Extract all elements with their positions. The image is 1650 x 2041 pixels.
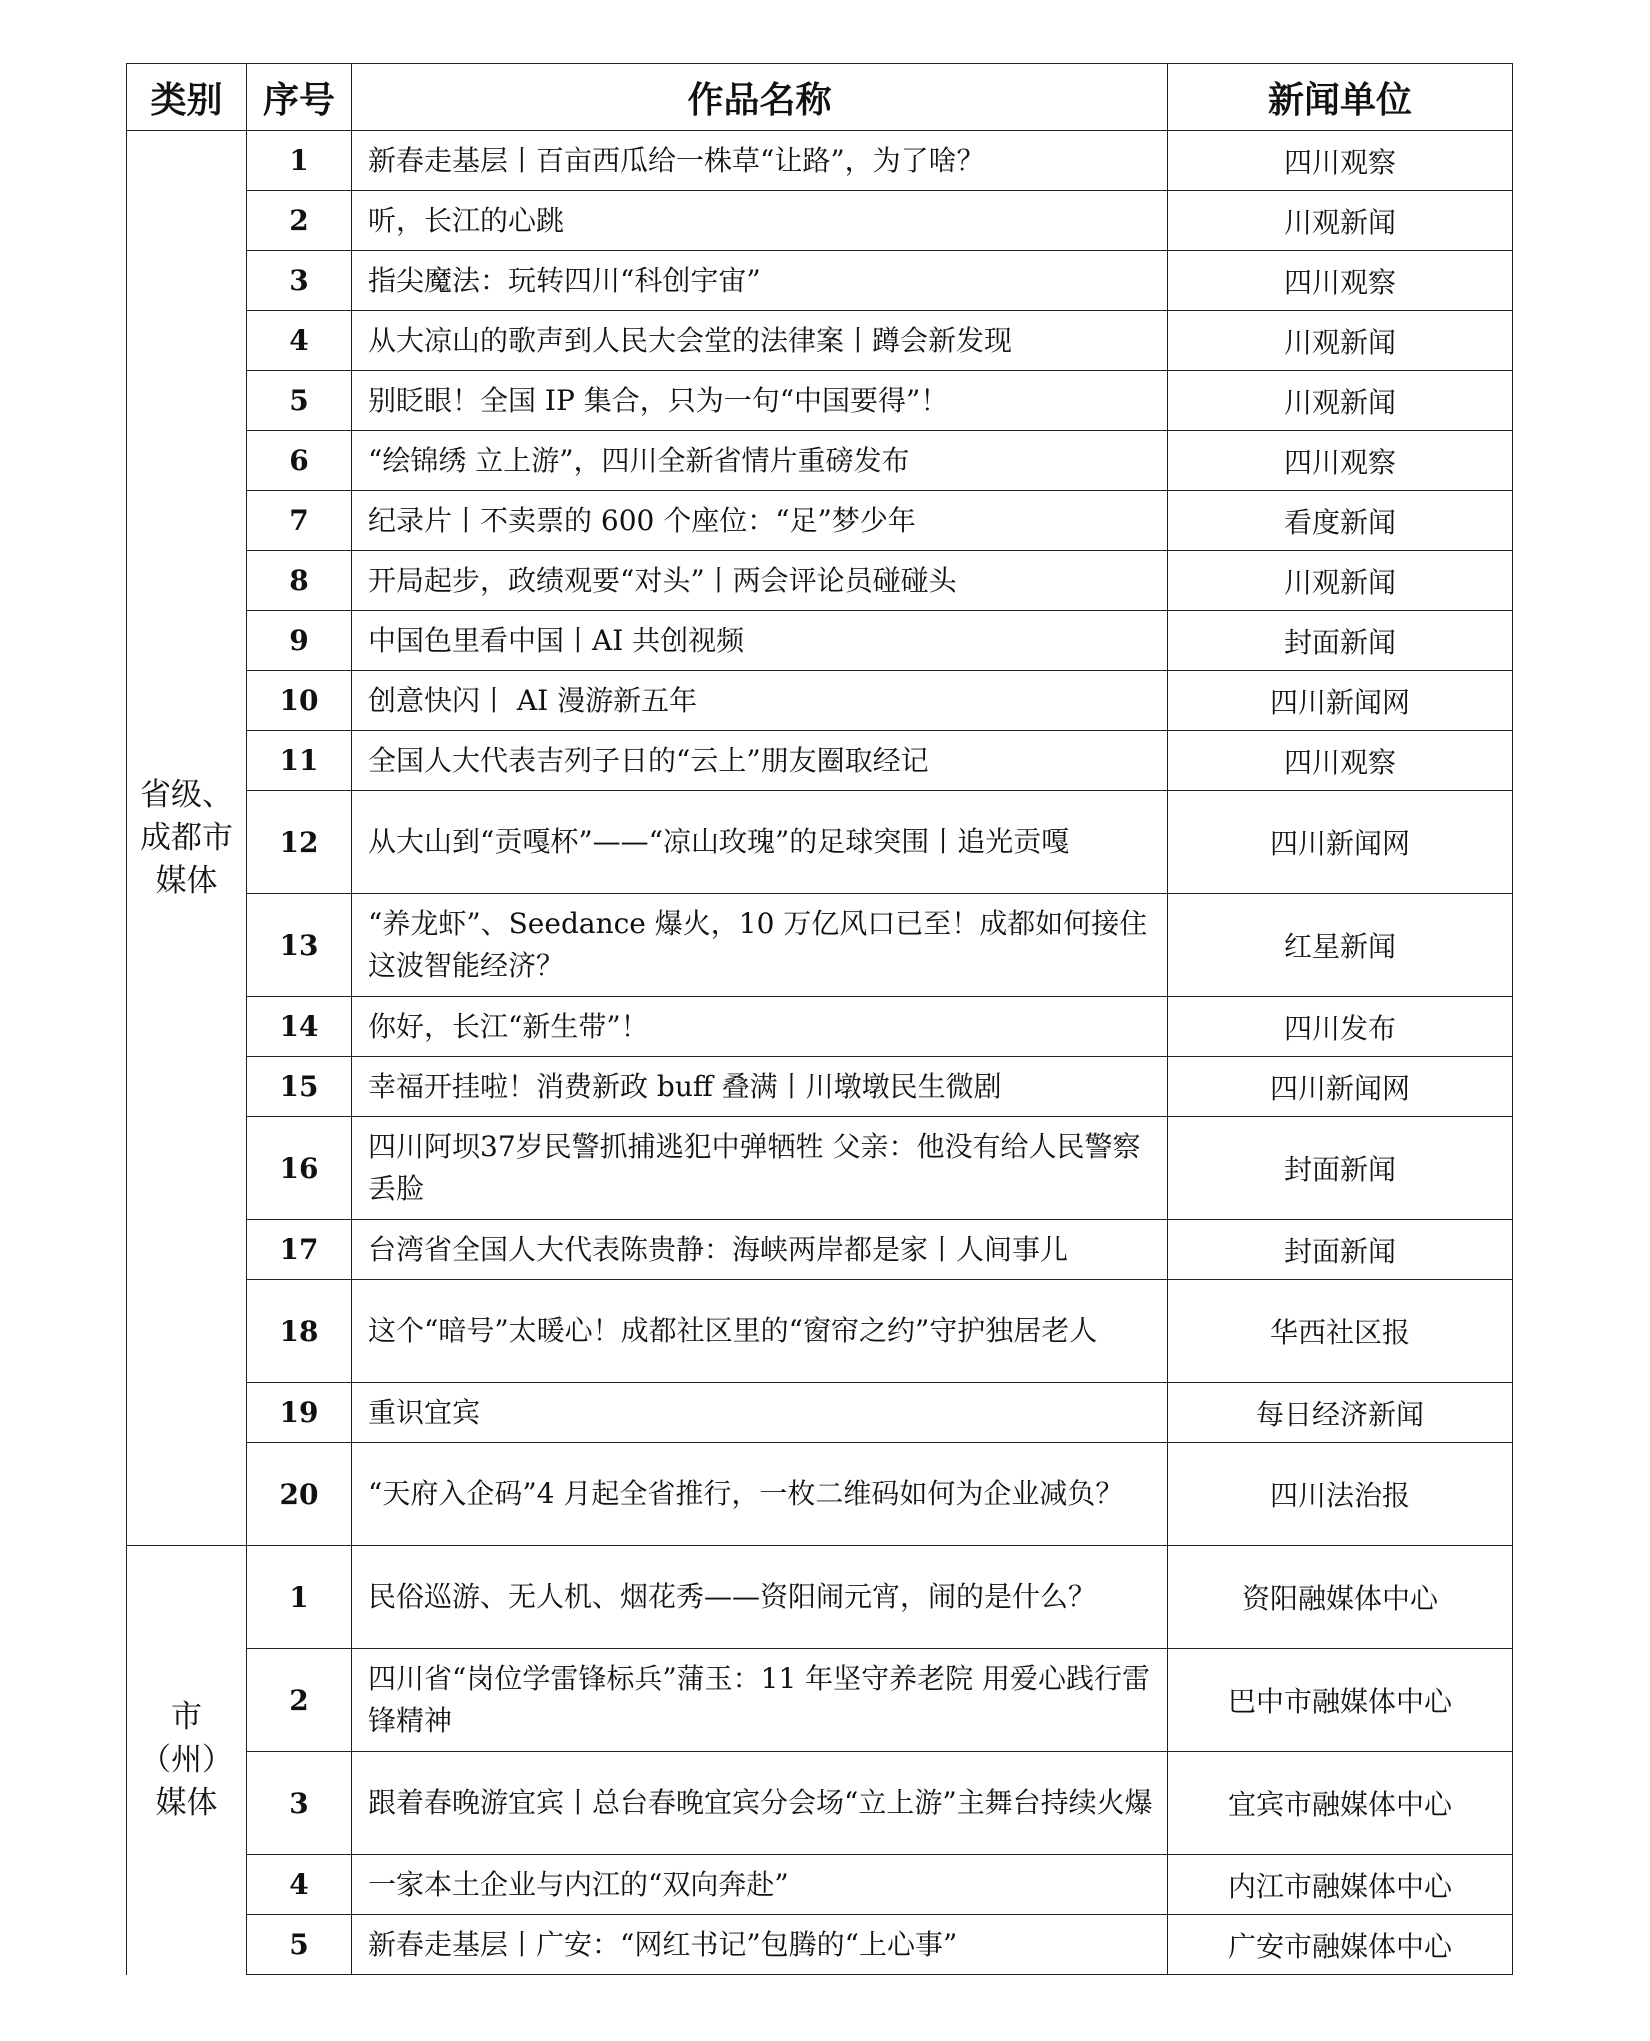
row-unit: 川观新闻 xyxy=(1168,311,1513,371)
works-table xyxy=(126,63,1513,1975)
row-unit: 川观新闻 xyxy=(1168,191,1513,251)
row-title: 一家本土企业与内江的“双向奔赴” xyxy=(352,1855,1168,1915)
table-row xyxy=(127,1383,1513,1443)
table-row xyxy=(127,791,1513,894)
table-row xyxy=(127,1057,1513,1117)
table-row xyxy=(127,1752,1513,1855)
table-row xyxy=(127,491,1513,551)
row-title: 幸福开挂啦！消费新政 buff 叠满丨川墩墩民生微剧 xyxy=(352,1057,1168,1117)
row-unit: 川观新闻 xyxy=(1168,551,1513,611)
row-title: “绘锦绣 立上游”，四川全新省情片重磅发布 xyxy=(352,431,1168,491)
row-unit: 封面新闻 xyxy=(1168,1117,1513,1220)
table-row xyxy=(127,1117,1513,1220)
row-index: 6 xyxy=(247,431,352,491)
header-index: 序号 xyxy=(247,64,352,131)
table-row xyxy=(127,371,1513,431)
row-index: 2 xyxy=(247,1649,352,1752)
row-title: 创意快闪丨 AI 漫游新五年 xyxy=(352,671,1168,731)
table-row xyxy=(127,1443,1513,1546)
table-row xyxy=(127,1546,1513,1649)
row-unit: 内江市融媒体中心 xyxy=(1168,1855,1513,1915)
row-title: 全国人大代表吉列子日的“云上”朋友圈取经记 xyxy=(352,731,1168,791)
row-index: 8 xyxy=(247,551,352,611)
row-index: 4 xyxy=(247,311,352,371)
row-title: 指尖魔法：玩转四川“科创宇宙” xyxy=(352,251,1168,311)
row-unit: 华西社区报 xyxy=(1168,1280,1513,1383)
table-row xyxy=(127,191,1513,251)
row-title: 中国色里看中国丨AI 共创视频 xyxy=(352,611,1168,671)
row-index: 7 xyxy=(247,491,352,551)
row-title: 四川阿坝37岁民警抓捕逃犯中弹牺牲 父亲：他没有给人民警察丢脸 xyxy=(352,1117,1168,1220)
row-index: 17 xyxy=(247,1220,352,1280)
row-title: 四川省“岗位学雷锋标兵”蒲玉：11 年坚守养老院 用爱心践行雷锋精神 xyxy=(352,1649,1168,1752)
row-unit: 四川新闻网 xyxy=(1168,791,1513,894)
row-title: 新春走基层丨百亩西瓜给一株草“让路”，为了啥？ xyxy=(352,131,1168,191)
row-title: 民俗巡游、无人机、烟花秀——资阳闹元宵，闹的是什么？ xyxy=(352,1546,1168,1649)
row-index: 16 xyxy=(247,1117,352,1220)
row-title: 开局起步，政绩观要“对头”丨两会评论员碰碰头 xyxy=(352,551,1168,611)
row-title: 台湾省全国人大代表陈贵静：海峡两岸都是家丨人间事儿 xyxy=(352,1220,1168,1280)
row-title: 你好，长江“新生带”！ xyxy=(352,997,1168,1057)
table-row xyxy=(127,671,1513,731)
row-title: 这个“暗号”太暖心！成都社区里的“窗帘之约”守护独居老人 xyxy=(352,1280,1168,1383)
row-unit: 四川观察 xyxy=(1168,131,1513,191)
row-index: 1 xyxy=(247,131,352,191)
row-unit: 四川观察 xyxy=(1168,251,1513,311)
row-unit: 四川发布 xyxy=(1168,997,1513,1057)
table-row xyxy=(127,997,1513,1057)
row-unit: 资阳融媒体中心 xyxy=(1168,1546,1513,1649)
row-title: “天府入企码”4 月起全省推行，一枚二维码如何为企业减负？ xyxy=(352,1443,1168,1546)
row-index: 11 xyxy=(247,731,352,791)
row-index: 9 xyxy=(247,611,352,671)
category-cell: 市（州）媒体 xyxy=(127,1546,247,1975)
row-title: 从大凉山的歌声到人民大会堂的法律案丨蹲会新发现 xyxy=(352,311,1168,371)
table-row xyxy=(127,611,1513,671)
row-unit: 四川观察 xyxy=(1168,431,1513,491)
row-unit: 每日经济新闻 xyxy=(1168,1383,1513,1443)
row-unit: 巴中市融媒体中心 xyxy=(1168,1649,1513,1752)
row-unit: 四川观察 xyxy=(1168,731,1513,791)
row-unit: 宜宾市融媒体中心 xyxy=(1168,1752,1513,1855)
table-row xyxy=(127,731,1513,791)
table-row xyxy=(127,894,1513,997)
table-row xyxy=(127,311,1513,371)
row-title: 纪录片丨不卖票的 600 个座位：“足”梦少年 xyxy=(352,491,1168,551)
row-unit: 川观新闻 xyxy=(1168,371,1513,431)
table-row xyxy=(127,1649,1513,1752)
row-index: 10 xyxy=(247,671,352,731)
header-unit: 新闻单位 xyxy=(1168,64,1513,131)
row-title: 从大山到“贡嘎杯”——“凉山玫瑰”的足球突围丨追光贡嘎 xyxy=(352,791,1168,894)
row-index: 1 xyxy=(247,1546,352,1649)
table-row xyxy=(127,131,1513,191)
row-index: 20 xyxy=(247,1443,352,1546)
category-cell: 省级、成都市媒体 xyxy=(127,131,247,1546)
row-index: 14 xyxy=(247,997,352,1057)
header-title: 作品名称 xyxy=(352,64,1168,131)
row-title: 新春走基层丨广安：“网红书记”包腾的“上心事” xyxy=(352,1915,1168,1975)
row-index: 19 xyxy=(247,1383,352,1443)
row-index: 2 xyxy=(247,191,352,251)
table-row xyxy=(127,551,1513,611)
row-index: 3 xyxy=(247,1752,352,1855)
row-unit: 红星新闻 xyxy=(1168,894,1513,997)
row-title: 重识宜宾 xyxy=(352,1383,1168,1443)
row-index: 4 xyxy=(247,1855,352,1915)
row-index: 3 xyxy=(247,251,352,311)
row-unit: 广安市融媒体中心 xyxy=(1168,1915,1513,1975)
row-unit: 四川新闻网 xyxy=(1168,671,1513,731)
row-title: 听，长江的心跳 xyxy=(352,191,1168,251)
table-row xyxy=(127,1855,1513,1915)
row-index: 18 xyxy=(247,1280,352,1383)
row-index: 5 xyxy=(247,371,352,431)
row-index: 13 xyxy=(247,894,352,997)
row-unit: 四川法治报 xyxy=(1168,1443,1513,1546)
table-row xyxy=(127,251,1513,311)
row-title: 别眨眼！全国 IP 集合，只为一句“中国要得”！ xyxy=(352,371,1168,431)
table-row xyxy=(127,431,1513,491)
row-title: 跟着春晚游宜宾丨总台春晚宜宾分会场“立上游”主舞台持续火爆 xyxy=(352,1752,1168,1855)
row-unit: 四川新闻网 xyxy=(1168,1057,1513,1117)
table-row xyxy=(127,1280,1513,1383)
row-index: 12 xyxy=(247,791,352,894)
row-index: 15 xyxy=(247,1057,352,1117)
row-unit: 封面新闻 xyxy=(1168,1220,1513,1280)
row-unit: 封面新闻 xyxy=(1168,611,1513,671)
row-index: 5 xyxy=(247,1915,352,1975)
table-row xyxy=(127,1220,1513,1280)
row-title: “养龙虾”、Seedance 爆火，10 万亿风口已至！成都如何接住这波智能经济？ xyxy=(352,894,1168,997)
header-category: 类别 xyxy=(127,64,247,131)
table-row xyxy=(127,1915,1513,1975)
row-unit: 看度新闻 xyxy=(1168,491,1513,551)
